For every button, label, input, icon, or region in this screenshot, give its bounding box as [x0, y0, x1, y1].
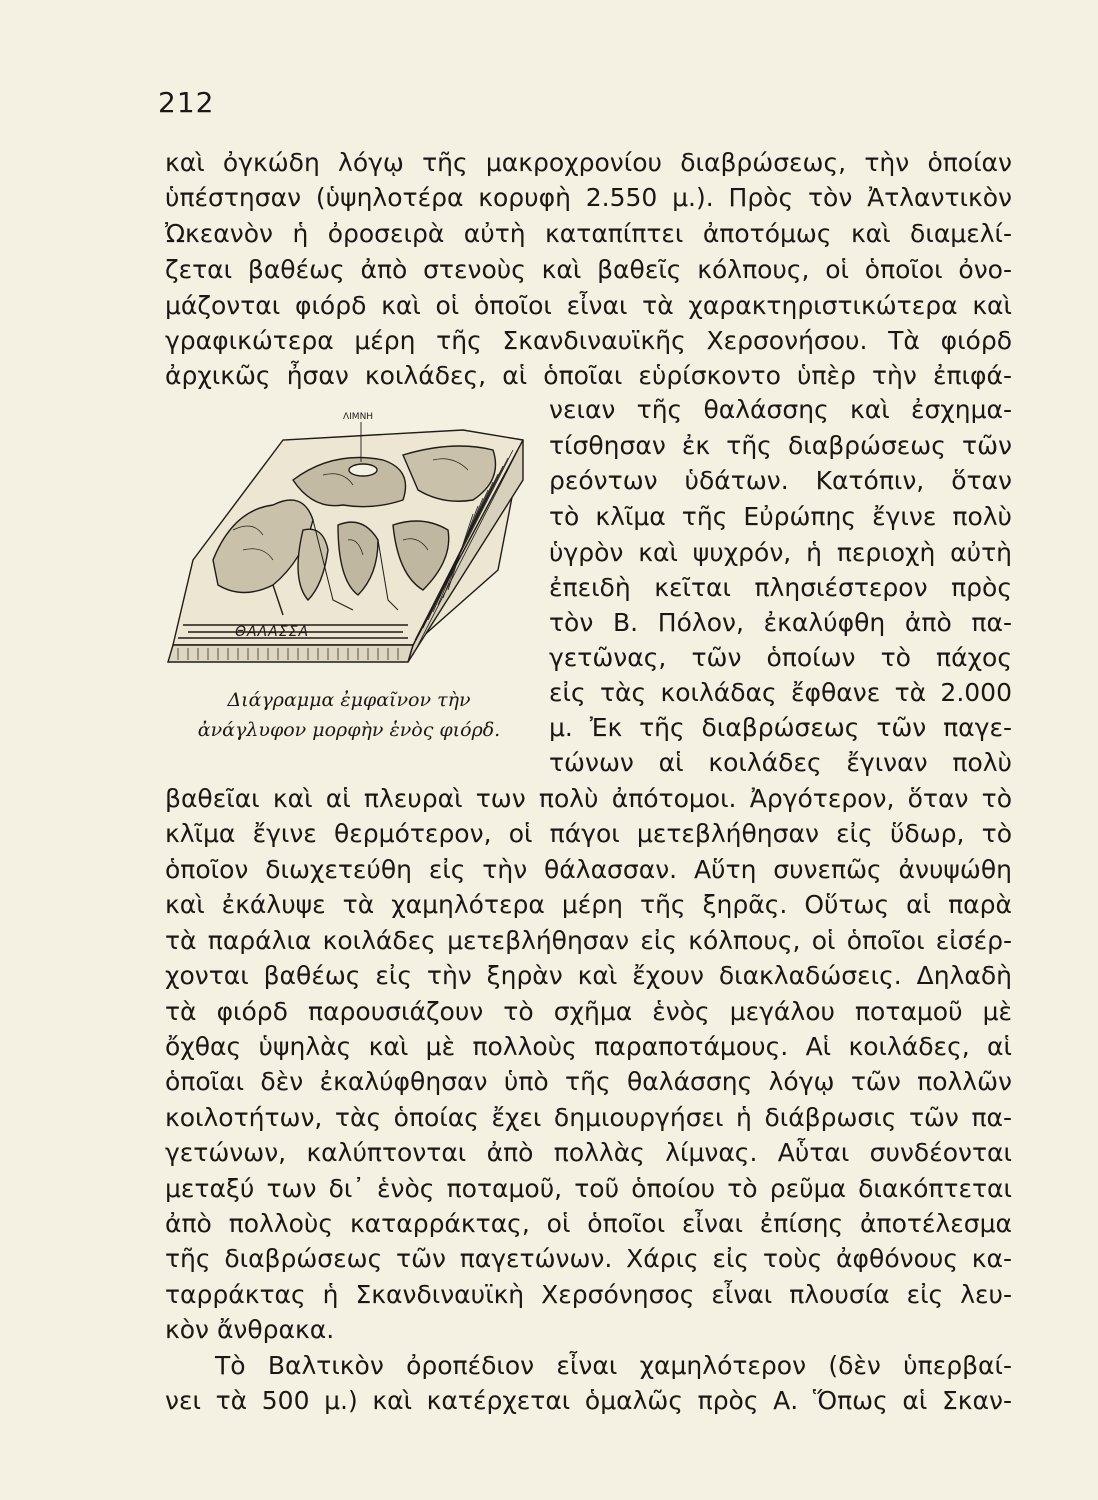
text-line: γετώνων, καλύπτονται ἀπὸ πολλὰς λίμνας. Αὗται συνδέονται [165, 1138, 1012, 1167]
text-line: νειαν τῆς θαλάσσης καὶ ἐσχημα- [549, 395, 1012, 424]
text-line: ὁποῖον διωχετεύθη εἰς τὴν θάλασσαν. Αὕτη συνεπῶς ἀνυψώθη [165, 855, 1012, 884]
text-line: ὑγρὸν καὶ ψυχρόν, ἡ περιοχὴ αὐτὴ [549, 538, 1012, 567]
text-line: τὸν Β. Πόλον, ἐκαλύφθη ἀπὸ πα- [549, 608, 1012, 637]
figure-caption-line: Διάγραμμα ἐμφαῖνον τὴν [227, 689, 471, 711]
text-line: εἰς τὰς κοιλάδας ἔφθανε τὰ 2.000 [549, 678, 1012, 707]
text-line: ταρράκτας ἡ Σκανδιναυϊκὴ Χερσόνησος εἶναι πλουσία εἰς λευ- [165, 1280, 1012, 1309]
text-line: Τὸ Βαλτικὸν ὀροπέδιον εἶναι χαμηλότερον (δὲν ὑπερβαί- [215, 1351, 1012, 1380]
page-number: 212 [158, 86, 215, 119]
text-line: ἐπειδὴ κεῖται πλησιέστερον πρὸς [549, 573, 1012, 602]
text-line: ρεόντων ὑδάτων. Κατόπιν, ὅταν [549, 466, 1012, 495]
text-line: ὁποῖαι δὲν ἐκαλύφθησαν ὑπὸ τῆς θαλάσσης λόγῳ τῶν πολλῶν [165, 1067, 1012, 1096]
lake-label: ΛΙΜΝΗ [343, 412, 374, 422]
text-line: τὸ κλῖμα τῆς Εὐρώπης ἔγινε πολὺ [549, 502, 1012, 531]
figure-caption-line: ἀνάγλυφον μορφὴν ἑνὸς φιόρδ. [197, 719, 501, 741]
text-line: ὄχθας ὑψηλὰς καὶ μὲ πολλοὺς παραποτάμους. Αἱ κοιλάδες, αἱ [165, 1032, 1012, 1061]
text-line: μ. Ἐκ τῆς διαβρώσεως τῶν παγε- [549, 713, 1012, 742]
sea-label: ΘΑΛΑΣΣΑ [235, 624, 310, 640]
text-line: νει τὰ 500 μ.) καὶ κατέρχεται ὁμαλῶς πρὸς Α. Ὅπως αἱ Σκαν- [165, 1386, 1012, 1415]
text-line: γραφικώτερα μέρη τῆς Σκανδιναυϊκῆς Χερσονήσου. Τὰ φιόρδ [165, 326, 1012, 355]
text-line: ὑπέστησαν (ὑψηλοτέρα κορυφὴ 2.550 μ.). Πρὸς τὸν Ἀτλαντικὸν [165, 183, 1012, 212]
text-line: βαθεῖαι καὶ αἱ πλευραὶ των πολὺ ἀπότομοι. Ἀργότερον, ὅταν τὸ [165, 784, 1012, 813]
text-line: κὸν ἄνθρακα. [165, 1315, 335, 1344]
text-line: κοιλοτήτων, τὰς ὁποίας ἔχει δημιουργήσει ἡ διάβρωσις τῶν πα- [165, 1103, 1012, 1132]
fjord-diagram [163, 410, 538, 670]
text-line: κλῖμα ἔγινε θερμότερον, οἱ πάγοι μετεβλήθησαν εἰς ὕδωρ, τὸ [165, 819, 1012, 848]
text-line: ἀπὸ πολλοὺς καταρράκτας, οἱ ὁποῖοι εἶναι ἐπίσης ἀποτέλεσμα [165, 1209, 1012, 1238]
text-line: τώνων αἱ κοιλάδες ἔγιναν πολὺ [549, 748, 1012, 777]
text-line: τὰ φιόρδ παρουσιάζουν τὸ σχῆμα ἑνὸς μεγάλου ποταμοῦ μὲ [165, 997, 1012, 1026]
text-line: τίσθησαν ἐκ τῆς διαβρώσεως τῶν [549, 431, 1012, 460]
text-line: ζεται βαθέως ἀπὸ στενοὺς καὶ βαθεῖς κόλπους, οἱ ὁποῖοι ὀνο- [165, 255, 1012, 284]
fjord-relief-illustration [163, 410, 538, 670]
text-line: Ὠκεανὸν ἡ ὀροσειρὰ αὐτὴ καταπίπτει ἀποτόμως καὶ διαμελί- [165, 219, 1012, 248]
text-line: τὰ παράλια κοιλάδες μετεβλήθησαν εἰς κόλπους, οἱ ὁποῖοι εἰσέρ- [165, 926, 1012, 955]
text-line: μάζονται φιόρδ καὶ οἱ ὁποῖοι εἶναι τὰ χαρακτηριστικώτερα καὶ [165, 291, 1012, 320]
text-line: καὶ ὀγκώδη λόγῳ τῆς μακροχρονίου διαβρώσεως, τὴν ὁποίαν [165, 148, 1012, 177]
text-line: μεταξύ των δι᾽ ἑνὸς ποταμοῦ, τοῦ ὁποίου τὸ ρεῦμα διακόπτεται [165, 1174, 1012, 1203]
text-line: ἀρχικῶς ἦσαν κοιλάδες, αἱ ὁποῖαι εὑρίσκοντο ὑπὲρ τὴν ἐπιφά- [165, 361, 1012, 390]
text-line: γετῶνας, τῶν ὁποίων τὸ πάχος [549, 643, 1012, 672]
text-line: καὶ ἐκάλυψε τὰ χαμηλότερα μέρη τῆς ξηρᾶς. Οὕτως αἱ παρὰ [165, 890, 1012, 919]
text-line: χονται βαθέως εἰς τὴν ξηρὰν καὶ ἔχουν διακλαδώσεις. Δηλαδὴ [165, 961, 1012, 990]
text-line: τῆς διαβρώσεως τῶν παγετώνων. Χάρις εἰς τοὺς ἀφθόνους κα- [165, 1244, 1012, 1273]
